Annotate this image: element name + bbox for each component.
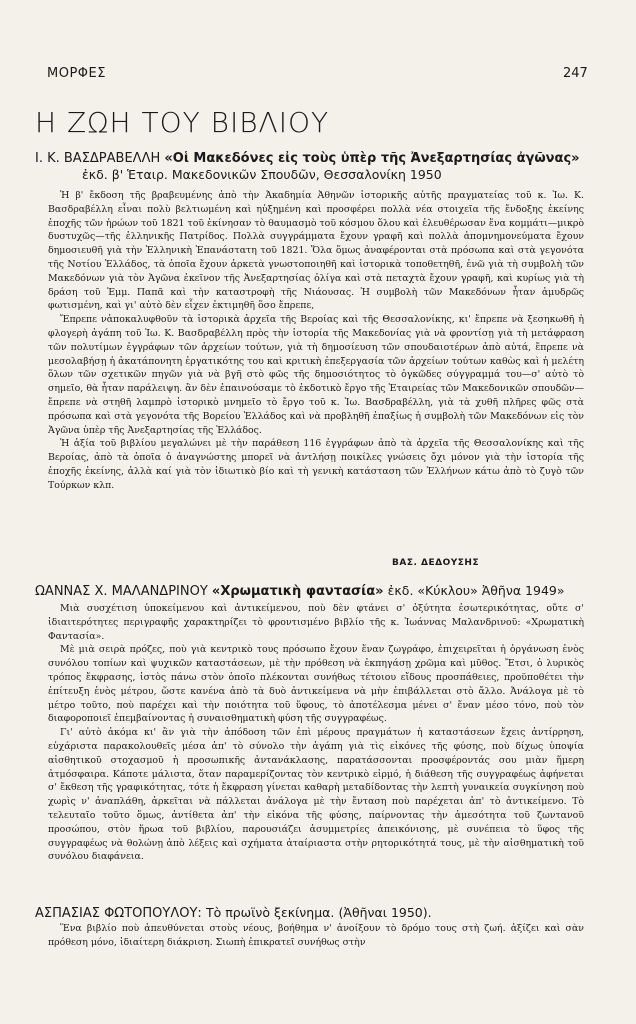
review-3-heading	[35, 904, 432, 922]
review-1-paragraph: Ἡ β' ἔκδοση τῆς βραβευμένης ἀπὸ τὴν Ἀκαδημία Ἀθηνῶν ἱστορικῆς αὐτῆς πραγματείας τοῦ κ. Ἰω. Κ. Βασδραβέλλη εἶναι πολὺ βελτιωμένη καὶ ηὐξημένη καὶ προσφέρει πολλὰ νέα στοιχεῖα τῆς ἔνδοξης ἐκείνης ἐποχῆς τῶν ἡρώων τοῦ 1821 τοῦ ἐκίνησαν τὸ θαυμασμὸ τοῦ κόσμου ὅλου καὶ ἐλευθέρωσαν ἕνα κομμάτι—μικρὸ δυστυχῶς—τῆς ἑλληνικῆς Πατρίδος. Πολλὰ συγγράμματα ἔχουν γραφῆ καὶ πολλὰ ἀπομνημονεύματα ἔχουν δημοσιευθῆ γιὰ τὴν Ἑλληνικὴ Ἐπανάστατη τοῦ 1821. Ὅλα ὅμως ἀναφέρονται στὰ πρόσωπα καὶ στὰ γεγονότα τῆς Νοτίου Ἑλλάδος, τὰ ὁποῖα ἔχουν ἀρκετὰ γνωστοποιηθῆ καὶ ἱστορικὰ τοποθετηθῆ, ἐνῶ γιὰ τὴ συμβολὴ τῶν Μακεδόνων γιὰ τὸν Ἀγῶνα ἐκεῖνον τῆς Ἀνεξαρτησίας ὀλίγα καὶ στὰ πεταχτὰ ἔχουν γραφῆ, καὶ κυρίως γιὰ τὴ δράση τοῦ Ἐμμ. Παπᾶ καὶ τὴν καταστροφὴ τῆς Νιάουσας. Ἡ συμβολὴ τῶν Μακεδόνων ἦταν ἀμυδρῶς φωτισμένη, καὶ γι' αὐτὸ δὲν εἶχεν ἐκτιμηθῆ ὅσο ἔπρεπε,	[48, 190, 584, 312]
review-2-author: ΩΑΝΝΑΣ Χ. ΜΑΛΑΝΔΡΙΝΟΥ	[35, 584, 208, 599]
review-1-body	[48, 189, 584, 493]
review-3-author: ΑΣΠΑΣΙΑΣ ΦΩΤΟΠΟΥΛΟΥ:	[35, 906, 202, 921]
review-3-title: Τὸ πρωϊνὸ ξεκίνημα.	[205, 905, 335, 920]
review-2-edition: ἐκδ. «Κύκλου» Ἀθῆνα 1949»	[387, 583, 565, 598]
review-3-edition: (Ἀθῆναι 1950).	[338, 905, 432, 920]
review-2-paragraph: Μιὰ συσχέτιση ὑποκείμενου καὶ ἀντικείμενου, ποὺ δὲν φτάνει σ' ὀξύτητα ἐσωτερικότητας, οὔτε σ' ἰδιαιτερότητες περιγραφῆς χαρακτηρίζει τὸ φροντισμένο βιβλίο τῆς κ. Ἰωάννας Μαλανδρινοῦ: «Χρωματικὴ Φαντασία».	[48, 603, 584, 642]
review-2-heading	[35, 582, 565, 600]
review-2-paragraph: Γι' αὐτὸ ἀκόμα κι' ἂν γιὰ τὴν ἀπόδοση τῶν ἐπὶ μέρους πραγμάτων ἡ καταστάσεων ἔχεις ἀντίρρηση, εὐχάριστα παρακολουθεῖς μέσα ἀπ' τὸ σύνολο τὴν ἀγάπη γιὰ τὶς εἰκόνες τῆς φύσης, ποὺ δίχως ὑποψία αἰσθητικοῦ στοχασμοῦ ἡ προσωπικῆς ἀντανάκλασης, παρατάσσονται προσφέροντάς σου μιὰν ἥμερη ἀτμόσφαιρα. Κάποτε μάλιστα, ὅταν παραμερίζοντας τὸν κεντρικὸ εἱρμό, ἡ διάθεση τῆς συγγραφέως ἀφήνεται σ' ἔκθεση τῆς γραφικότητας, τότε ἡ ἔκφραση γίνεται καθαρὴ μεταδίδοντας τὴν λεπτὴ γυναικεία συγκίνηση ποὺ χωρὶς ν' ἀναπλάθη, ἀρκεῖται νὰ πάλλεται ἀνάλογα μὲ τὴν ἔνταση ποὺ παρέχεται ἀπ' τὸ ἀντικείμενο. Τὸ τελευταῖο τοῦτο ὅμως, ἀντίθετα ἀπ' τὴν εἰκόνα τῆς φύσης, παίρνοντας τὴν ἀμεσότητα τοῦ ζωντανοῦ προσώπου, στὸν ἥρωα τοῦ βιβλίου, παρουσιάζει ἀσυμμετρίες ἀπεικόνισης, μὲ συνέπεια τὸ ὕφος τῆς συγγραφέως νὰ θολώνῃ ἀπὸ λέξεις καὶ σχήματα ἀταίριαστα στὴν ρητορικότητά τους, μὲ τὴν αἰσθηματικὴ τοῦ συνόλου διαφάνεια.	[48, 727, 584, 863]
section-title: Η ΖΩΗ ΤΟΥ ΒΙΒΛΙΟΥ	[35, 106, 330, 139]
review-3-body	[48, 922, 584, 950]
review-2-body	[48, 602, 584, 864]
review-2-title: «Χρωματικὴ φαντασία»	[211, 584, 384, 599]
review-1-edition: ἐκδ. β' Ἑταιρ. Μακεδονικῶν Σπουδῶν, Θεσσαλονίκη 1950	[82, 167, 442, 182]
review-2-paragraph: Μὲ μιὰ σειρὰ πρόζες, ποὺ γιὰ κεντρικὸ τους πρόσωπο ἔχουν ἕναν ζωγράφο, ἐπιχειρεῖται ἡ ὀργάνωση ἑνὸς συνόλου τοπίων καὶ ψυχικῶν καταστάσεων, μὲ τὴν πρόθεση νὰ ἐκπηγάσῃ χρῶμα καὶ μῦθος. Ἔτσι, ὁ λυρικὸς τρόπος ἔκφρασης, ἱστὸς πάνω στὸν ὁποῖο πλέκονται συνήθως τέτοιου εἴδους προσπάθειες, προϋποθέτει τὴν ἐπίτευξη ἑνὸς μέτρου, ὥστε κανένα ἀπὸ τὰ δυὸ ἀντικείμενα νὰ μὴν ἐπιβάλλεται στὸ ἄλλο. Ἀνάλογα μὲ τὸ μέτρο τοῦτο, ποὺ παρέχει καὶ τὴν ποιότητα τοῦ ὕφους, τὸ ἀποτέλεσμα μένει σ' ἕναν μέσο τόνο, ποὺ τὸν διαφοροποιεῖ ἐπεμβαίνοντας ἡ συναισθηματικὴ φύση τῆς συγγραφέως.	[48, 644, 584, 725]
review-1-signature: ΒΑΣ. ΔΕΔΟΥΣΗΣ	[392, 558, 480, 568]
review-1-paragraph: Ἔπρεπε νἀποκαλυφθοῦν τὰ ἱστορικὰ ἀρχεῖα τῆς Βεροίας καὶ τῆς Θεσσαλονίκης, κι' ἔπρεπε νὰ ξεσηκωθῆ ἡ φλογερὴ ἀγάπη τοῦ Ἰω. Κ. Βασδραβέλλη πρὸς τὴν ἱστορία τῆς Μακεδονίας γιὰ νὰ φροντίσῃ γιὰ τὴ μετάφραση τῶν πολυτίμων ἐγγράφων τῶν ἀρχείων τούτων, γιὰ τὴ δημοσίευση τῶν σπουδαιοτέρων ἀπὸ αὐτά, ἔπρεπε νὰ μεσολαβήσῃ ἡ ἀκατάπονητη ἐργατικότης του καὶ κριτικὴ ἐπεξεργασία τῶν ἀρχείων τούτων καθὼς καὶ ἡ μελέτη ὅλων τῶν σχετικῶν πηγῶν γιὰ νὰ βγῆ στὸ φῶς τῆς δημοσιότητος τὸ ὀγκῶδες σύγγραμμά του—σ' αὐτὸ τὸ σημεῖο, θὰ ἦταν παράλειψη. ἂν δὲν ἐπαινούσαμε τὸ ἐκδοτικὸ ἔργο τῆς Ἑταιρείας τῶν Μακεδονικῶν σπουδῶν—ἔπρεπε νὰ στηθῆ λαμπρὸ ἱστορικὸ μνημεῖο τὸ ἔργο τοῦ κ. Ἰω. Βασδραβέλλη, γιὰ τὰ χυθῆ πλῆρες φῶς στὰ πρόσωπα καὶ στὰ γεγονότα τῆς Βορείου Ἑλλάδος καὶ νὰ προβληθῆ ἐπαξίως ἡ συμβολὴ τῶν Μακεδόνων εἰς τὸν Ἀγῶνα ὑπὲρ τῆς Ἀνεξαρτησίας τῆς Ἑλλάδος.	[48, 314, 584, 436]
page-number: 247	[563, 66, 588, 81]
journal-title: ΜΟΡΦΕΣ	[47, 66, 106, 81]
review-1-title: «Οἱ Μακεδόνες εἰς τοὺς ὑπὲρ τῆς Ἀνεξαρτησίας ἀγῶνας»	[164, 151, 580, 166]
review-1-author: Ι. Κ. ΒΑΣΔΡΑΒΕΛΛΗ	[35, 151, 161, 166]
review-1-paragraph: Ἡ ἀξία τοῦ βιβλίου μεγαλώνει μὲ τὴν παράθεση 116 ἐγγράφων ἀπὸ τὰ ἀρχεῖα τῆς Θεσσαλονίκης καὶ τῆς Βεροίας, ἀπὸ τὰ ὁποῖα ὁ ἀναγνώστης μπορεῖ νὰ ἀντλήσῃ ποικίλες γνώσεις ὄχι μόνον γιὰ τὴν ἱστορία τῆς ἐποχῆς ἐκείνης, ἀλλὰ καί γιὰ τὸν ἰδιωτικὸ βίο καὶ τὴ γενικὴ κατάσταση τῶν Ἑλλήνων κάτω ἀπὸ τὸ ζυγὸ τῶν Τούρκων κλπ.	[48, 438, 584, 491]
review-3-paragraph: Ἕνα βιβλίο ποὺ ἀπευθύνεται στοὺς νέους, βοήθημα ν' ἀνοίξουν τὸ δρόμο τους στὴ ζωή. ἀξίζει καὶ σὰν πρόθεση μόνο, ἰδιαίτερη διάκριση. Σιωπὴ ἐπικρατεῖ συνήθως στὴν	[48, 923, 584, 948]
review-1-heading	[35, 150, 580, 167]
